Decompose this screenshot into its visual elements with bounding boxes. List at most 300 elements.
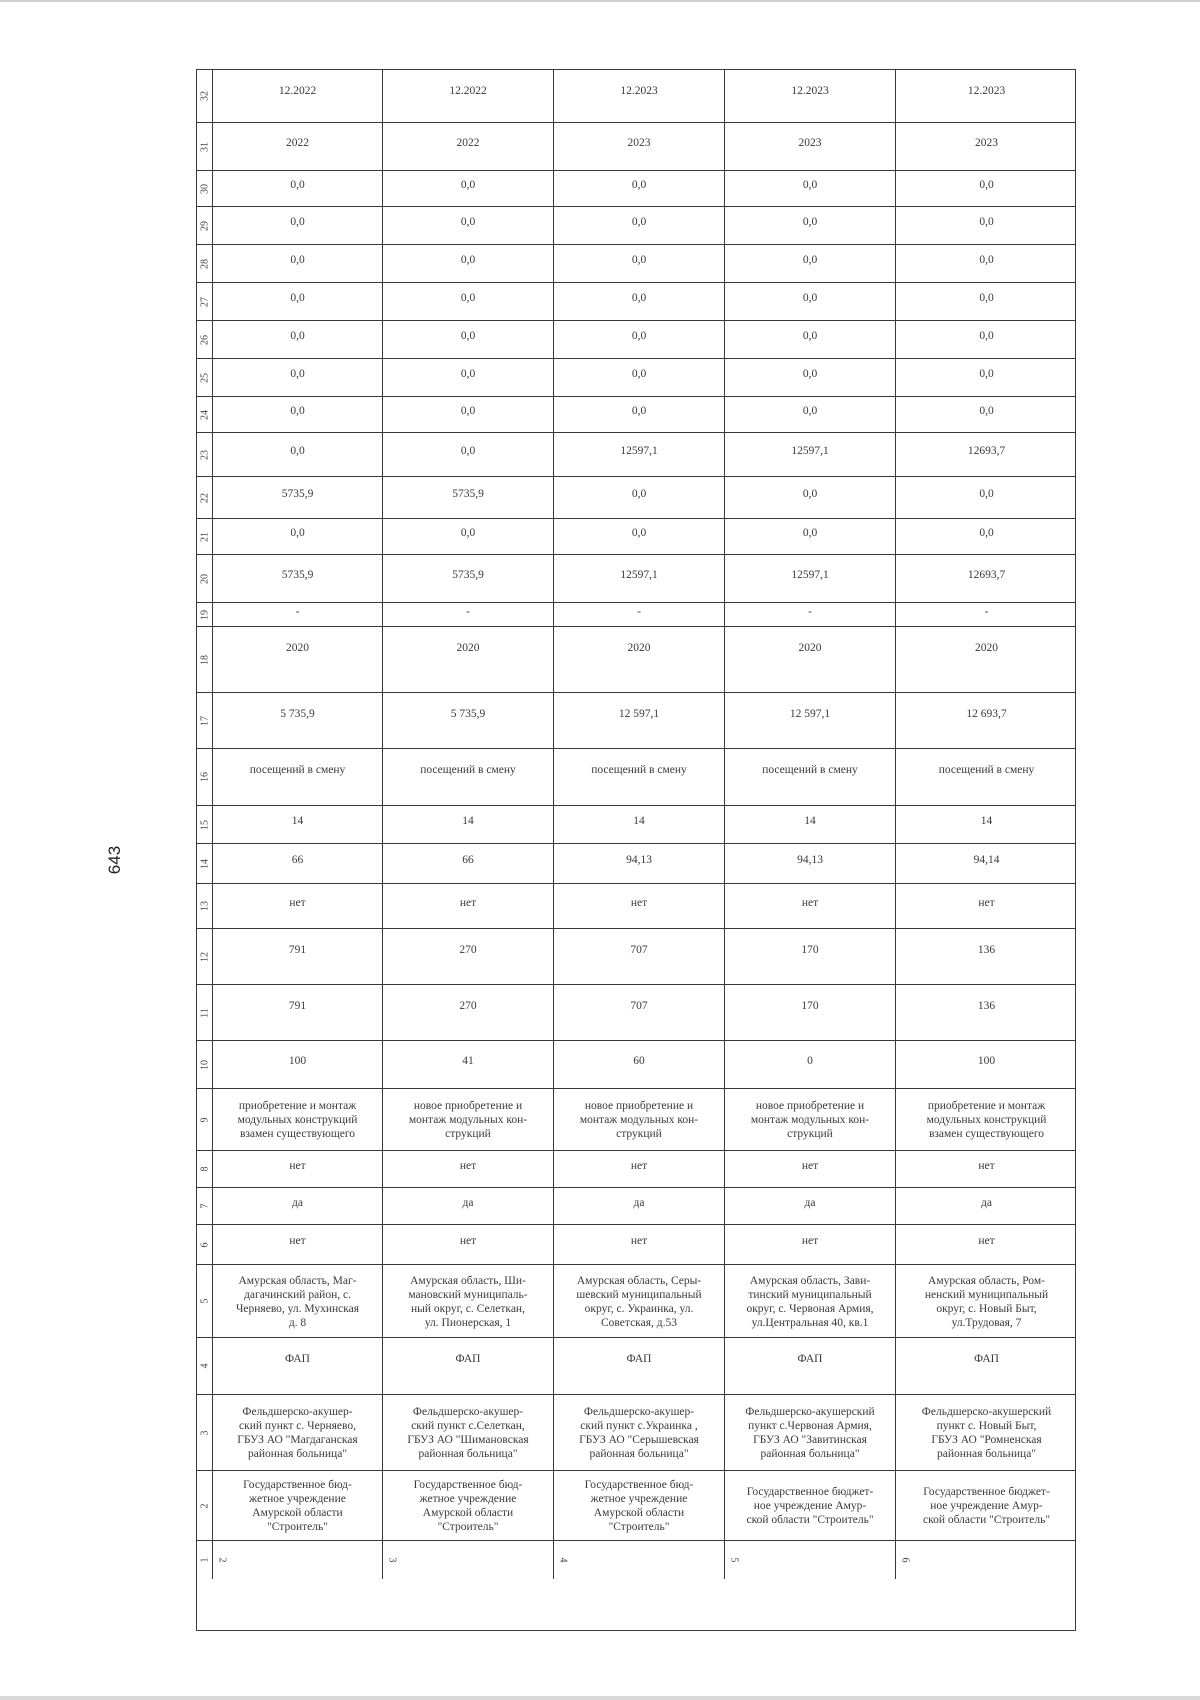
table-cell bbox=[725, 693, 896, 748]
cell-text: 0,0 bbox=[802, 488, 818, 500]
table-row bbox=[197, 321, 1075, 359]
table-cell bbox=[383, 749, 554, 805]
table-cell bbox=[725, 929, 896, 984]
table-cell bbox=[554, 245, 725, 282]
table-cell bbox=[383, 433, 554, 476]
cell-text: 170 bbox=[801, 1000, 819, 1012]
cell-text: 0,0 bbox=[290, 368, 305, 380]
cell-text: посещений в смену bbox=[420, 764, 516, 776]
cell-text: 2020 bbox=[456, 642, 480, 654]
table-row bbox=[197, 844, 1075, 884]
table-cell bbox=[554, 806, 725, 843]
row-index-label: 9 bbox=[199, 1117, 210, 1122]
cell-text: да bbox=[633, 1197, 645, 1209]
row-index bbox=[197, 433, 213, 476]
table-row bbox=[197, 1089, 1075, 1151]
cell-text: 0,0 bbox=[979, 216, 994, 228]
cell-text: 12597,1 bbox=[620, 445, 658, 457]
table-cell bbox=[213, 70, 383, 122]
table-cell bbox=[383, 397, 554, 432]
cell-text: ФАП bbox=[626, 1353, 652, 1365]
cell-text: 0,0 bbox=[631, 292, 647, 304]
table-cell bbox=[725, 477, 896, 518]
cell-text: 0,0 bbox=[290, 405, 305, 417]
table-cell bbox=[896, 985, 1077, 1040]
cell-text: 0,0 bbox=[460, 368, 476, 380]
cell-text: 136 bbox=[977, 944, 996, 956]
cell-text: нет bbox=[459, 1160, 477, 1172]
table-cell bbox=[896, 1265, 1077, 1337]
cell-text: 0,0 bbox=[460, 254, 476, 266]
table-cell bbox=[383, 627, 554, 692]
table-cell bbox=[213, 397, 383, 432]
row-index-label: 28 bbox=[199, 258, 210, 269]
cell-text: 12 693,7 bbox=[966, 708, 1007, 720]
row-index-label: 32 bbox=[199, 91, 210, 101]
row-index bbox=[197, 207, 213, 244]
cell-text: Государственное бюд- жетное учреждение Амурской области "Строитель" bbox=[243, 1479, 352, 1533]
row-index bbox=[197, 1395, 213, 1470]
cell-text: 100 bbox=[288, 1055, 307, 1067]
cell-text: 0,0 bbox=[631, 368, 647, 380]
table-cell bbox=[725, 397, 896, 432]
row-index-label: 18 bbox=[199, 654, 210, 665]
table-cell bbox=[554, 397, 725, 432]
row-index bbox=[197, 359, 213, 396]
cell-text: 12.2022 bbox=[278, 85, 317, 97]
table-row bbox=[197, 207, 1075, 245]
cell-text: 0,0 bbox=[631, 405, 647, 417]
cell-text: посещений в смену bbox=[591, 764, 687, 776]
table-cell bbox=[725, 171, 896, 206]
cell-text: Амурская область, Ши- мановский муниципаль- ный округ, с. Селеткан, ул. Пионерская, 1 bbox=[408, 1275, 528, 1329]
cell-text: 270 bbox=[459, 944, 477, 956]
cell-text: приобретение и монтаж модульных конструкций взамен существующего bbox=[926, 1100, 1047, 1140]
table-cell bbox=[383, 1395, 554, 1470]
table-cell bbox=[554, 433, 725, 476]
table-cell bbox=[554, 1541, 725, 1579]
table-cell bbox=[213, 627, 383, 692]
table-cell bbox=[896, 1541, 1077, 1579]
data-table bbox=[196, 69, 1076, 1631]
table-cell bbox=[896, 1471, 1077, 1540]
row-index bbox=[197, 806, 213, 843]
row-index-label: 15 bbox=[199, 819, 210, 830]
table-cell bbox=[383, 283, 554, 320]
table-cell bbox=[213, 359, 383, 396]
row-index bbox=[197, 70, 213, 122]
table-cell bbox=[896, 1089, 1077, 1150]
cell-text: 0,0 bbox=[802, 216, 818, 228]
table-cell bbox=[554, 693, 725, 748]
table-cell bbox=[725, 1265, 896, 1337]
table-cell bbox=[896, 806, 1077, 843]
row-index-label: 2 bbox=[199, 1503, 210, 1508]
cell-text: 0,0 bbox=[979, 488, 994, 500]
table-cell bbox=[213, 1265, 383, 1337]
cell-text: 5735,9 bbox=[281, 569, 314, 581]
table-cell bbox=[554, 1395, 725, 1470]
table-cell bbox=[383, 806, 554, 843]
row-index bbox=[197, 693, 213, 748]
cell-text: 2020 bbox=[798, 642, 822, 654]
cell-text: 2022 bbox=[456, 137, 480, 149]
cell-text: 0,0 bbox=[290, 445, 305, 457]
table-cell bbox=[383, 359, 554, 396]
table-row bbox=[197, 884, 1075, 929]
table-cell bbox=[383, 884, 554, 928]
row-index bbox=[197, 1089, 213, 1150]
table-cell bbox=[383, 1471, 554, 1540]
table-row bbox=[197, 603, 1075, 627]
row-index-label: 12 bbox=[199, 951, 210, 962]
table-cell bbox=[213, 1151, 383, 1187]
table-cell bbox=[554, 1265, 725, 1337]
table-cell bbox=[213, 1471, 383, 1540]
table-cell bbox=[896, 207, 1077, 244]
cell-text: Фельдшерско-акушерский пункт с.Червоная Армия, ГБУЗ АО "Завитинская районная больница" bbox=[745, 1406, 875, 1460]
row-index bbox=[197, 884, 213, 928]
table-cell bbox=[554, 1151, 725, 1187]
cell-text: 170 bbox=[801, 944, 819, 956]
row-index-label: 3 bbox=[199, 1430, 210, 1435]
cell-text: 0,0 bbox=[802, 368, 818, 380]
cell-text: 94,14 bbox=[973, 854, 1000, 866]
table-cell bbox=[213, 693, 383, 748]
cell-text: 0,0 bbox=[631, 330, 647, 342]
row-index-label: 26 bbox=[199, 334, 210, 345]
cell-text: нет bbox=[459, 897, 477, 909]
cell-text: 791 bbox=[288, 944, 307, 956]
table-cell bbox=[213, 477, 383, 518]
cell-text: 14 bbox=[980, 815, 993, 827]
cell-text: ФАП bbox=[974, 1353, 999, 1365]
cell-text: 0,0 bbox=[979, 330, 994, 342]
cell-text: 0,0 bbox=[290, 179, 305, 191]
table-cell bbox=[725, 1541, 896, 1579]
cell-text: 2023 bbox=[975, 137, 998, 149]
row-index-label: 17 bbox=[199, 715, 210, 726]
cell-text: 2020 bbox=[975, 642, 998, 654]
table-cell bbox=[554, 123, 725, 170]
cell-text: 2020 bbox=[627, 642, 651, 654]
row-index-label: 29 bbox=[199, 220, 210, 231]
row-index bbox=[197, 844, 213, 883]
table-cell bbox=[725, 1225, 896, 1264]
table-row bbox=[197, 1395, 1075, 1471]
cell-text: 0,0 bbox=[460, 216, 476, 228]
table-cell bbox=[725, 1188, 896, 1224]
table-cell bbox=[554, 70, 725, 122]
cell-text: 2023 bbox=[798, 137, 822, 149]
table-cell bbox=[383, 171, 554, 206]
cell-text: 0,0 bbox=[802, 179, 818, 191]
table-cell bbox=[213, 749, 383, 805]
row-index-label: 27 bbox=[199, 296, 210, 307]
cell-text: - bbox=[637, 606, 641, 618]
cell-text: приобретение и монтаж модульных конструкций взамен существующего bbox=[237, 1100, 358, 1140]
table-cell bbox=[725, 70, 896, 122]
table-cell bbox=[896, 693, 1077, 748]
row-index-label: 1 bbox=[199, 1557, 210, 1563]
table-cell bbox=[213, 884, 383, 928]
cell-text: нет bbox=[801, 1235, 819, 1247]
table-row bbox=[197, 693, 1075, 749]
row-index bbox=[197, 1188, 213, 1224]
cell-text: 0,0 bbox=[979, 368, 994, 380]
table-cell bbox=[383, 603, 554, 626]
cell-text: да bbox=[981, 1197, 992, 1209]
row-index bbox=[197, 283, 213, 320]
row-index-label: 14 bbox=[199, 858, 210, 869]
cell-text: 66 bbox=[291, 854, 304, 866]
cell-text: 6 bbox=[899, 1557, 911, 1563]
table-cell bbox=[896, 1188, 1077, 1224]
table-cell bbox=[896, 171, 1077, 206]
cell-text: нет bbox=[978, 1235, 995, 1247]
cell-text: 5 735,9 bbox=[280, 708, 315, 720]
row-index bbox=[197, 397, 213, 432]
cell-text: 0,0 bbox=[631, 527, 647, 539]
cell-text: 66 bbox=[462, 854, 474, 866]
table-cell bbox=[725, 1089, 896, 1150]
table-cell bbox=[213, 1225, 383, 1264]
cell-text: Амурская область, Ром- ненский муниципальный округ, с. Новый Быт, ул.Трудовая, 7 bbox=[924, 1275, 1049, 1329]
table-cell bbox=[725, 627, 896, 692]
table-cell bbox=[554, 1188, 725, 1224]
cell-text: 707 bbox=[630, 944, 648, 956]
table-cell bbox=[213, 844, 383, 883]
table-cell bbox=[213, 1188, 383, 1224]
table-cell bbox=[554, 1471, 725, 1540]
cell-text: 14 bbox=[633, 815, 645, 827]
table-cell bbox=[554, 844, 725, 883]
table-cell bbox=[896, 749, 1077, 805]
table-cell bbox=[554, 477, 725, 518]
table-row bbox=[197, 1541, 1075, 1579]
cell-text: нет bbox=[289, 897, 306, 909]
table-cell bbox=[383, 1151, 554, 1187]
row-index-label: 10 bbox=[199, 1059, 210, 1070]
cell-text: 0,0 bbox=[290, 254, 305, 266]
cell-text: нет bbox=[630, 1160, 648, 1172]
cell-text: 14 bbox=[462, 815, 474, 827]
table-cell bbox=[896, 245, 1077, 282]
cell-text: Государственное бюджет- ное учреждение Амур- ской области "Строитель" bbox=[922, 1486, 1051, 1526]
cell-text: посещений в смену bbox=[249, 764, 346, 776]
row-index bbox=[197, 1265, 213, 1337]
table-cell bbox=[725, 1151, 896, 1187]
table-cell bbox=[554, 555, 725, 602]
table-cell bbox=[896, 123, 1077, 170]
row-index-label: 31 bbox=[199, 141, 210, 152]
row-index bbox=[197, 1338, 213, 1394]
table-cell bbox=[554, 283, 725, 320]
cell-text: 94,13 bbox=[626, 854, 652, 866]
table-cell bbox=[383, 70, 554, 122]
cell-text: Амурская область, Зави- тинский муниципальный округ, с. Червоная Армия, ул.Центральная 40, кв.1 bbox=[746, 1275, 874, 1329]
table-cell bbox=[554, 1338, 725, 1394]
table-cell bbox=[725, 985, 896, 1040]
cell-text: 60 bbox=[633, 1055, 645, 1067]
row-index-label: 21 bbox=[199, 531, 210, 542]
table-cell bbox=[896, 555, 1077, 602]
table-cell bbox=[383, 519, 554, 554]
row-index-label: 20 bbox=[199, 573, 210, 584]
table-cell bbox=[383, 1265, 554, 1337]
table-cell bbox=[383, 321, 554, 358]
cell-text: 5735,9 bbox=[452, 569, 484, 581]
cell-text: 0,0 bbox=[290, 216, 305, 228]
table-row bbox=[197, 985, 1075, 1041]
row-index bbox=[197, 1471, 213, 1540]
row-index bbox=[197, 321, 213, 358]
table-row bbox=[197, 929, 1075, 985]
cell-text: 12 597,1 bbox=[789, 708, 831, 720]
table-cell bbox=[213, 1089, 383, 1150]
table-cell bbox=[725, 884, 896, 928]
table-cell bbox=[896, 283, 1077, 320]
row-index bbox=[197, 1225, 213, 1264]
cell-text: 41 bbox=[462, 1055, 474, 1067]
table-cell bbox=[896, 321, 1077, 358]
row-index-label: 7 bbox=[199, 1203, 210, 1209]
table-cell bbox=[213, 806, 383, 843]
table-cell bbox=[383, 477, 554, 518]
cell-text: ФАП bbox=[797, 1353, 823, 1365]
table-cell bbox=[213, 207, 383, 244]
cell-text: 12597,1 bbox=[620, 569, 658, 581]
table-row bbox=[197, 627, 1075, 693]
table-cell bbox=[554, 1225, 725, 1264]
table-cell bbox=[213, 1041, 383, 1088]
table-cell bbox=[896, 627, 1077, 692]
table-cell bbox=[554, 1041, 725, 1088]
table-row bbox=[197, 477, 1075, 519]
cell-text: 5 bbox=[728, 1557, 740, 1563]
table-cell bbox=[213, 283, 383, 320]
table-row bbox=[197, 749, 1075, 806]
table-cell bbox=[213, 321, 383, 358]
cell-text: 0,0 bbox=[802, 330, 818, 342]
cell-text: 270 bbox=[459, 1000, 477, 1012]
table-cell bbox=[896, 1338, 1077, 1394]
cell-text: Фельдшерско-акушерский пункт с. Новый Быт, ГБУЗ АО "Ромненская районная больница" bbox=[921, 1406, 1052, 1460]
table-cell bbox=[554, 627, 725, 692]
cell-text: Государственное бюд- жетное учреждение Амурской области "Строитель" bbox=[584, 1479, 694, 1533]
cell-text: новое приобретение и монтаж модульных кон- струкций bbox=[579, 1100, 699, 1140]
table-cell bbox=[725, 207, 896, 244]
table-cell bbox=[383, 844, 554, 883]
cell-text: Государственное бюд- жетное учреждение Амурской области "Строитель" bbox=[413, 1479, 523, 1533]
table-cell bbox=[383, 1225, 554, 1264]
table-cell bbox=[383, 929, 554, 984]
cell-text: 0,0 bbox=[802, 292, 818, 304]
cell-text: нет bbox=[289, 1235, 306, 1247]
cell-text: 4 bbox=[557, 1557, 569, 1563]
cell-text: 14 bbox=[804, 815, 816, 827]
cell-text: 0,0 bbox=[979, 179, 994, 191]
cell-text: нет bbox=[630, 1235, 648, 1247]
cell-text: 2 bbox=[216, 1557, 228, 1563]
table-cell bbox=[896, 359, 1077, 396]
cell-text: 0,0 bbox=[460, 527, 476, 539]
cell-text: Фельдшерско-акушер- ский пункт с. Черняево, ГБУЗ АО "Магдаганская районная больница" bbox=[237, 1406, 358, 1460]
table-cell bbox=[213, 171, 383, 206]
table-cell bbox=[725, 806, 896, 843]
table-row bbox=[197, 70, 1075, 123]
table-row bbox=[197, 1225, 1075, 1265]
cell-text: 791 bbox=[288, 1000, 307, 1012]
cell-text: 0 bbox=[807, 1055, 813, 1067]
table-cell bbox=[383, 1541, 554, 1579]
table-cell bbox=[213, 1541, 383, 1579]
cell-text: 0,0 bbox=[460, 405, 476, 417]
table-cell bbox=[725, 844, 896, 883]
cell-text: 12693,7 bbox=[967, 569, 1006, 581]
cell-text: 3 bbox=[386, 1557, 398, 1563]
row-index bbox=[197, 1541, 213, 1579]
table-cell bbox=[896, 397, 1077, 432]
row-index bbox=[197, 1151, 213, 1187]
table-cell bbox=[725, 283, 896, 320]
table-cell bbox=[554, 207, 725, 244]
table-row bbox=[197, 1471, 1075, 1541]
table-cell bbox=[213, 1338, 383, 1394]
row-index bbox=[197, 477, 213, 518]
row-index-label: 16 bbox=[199, 772, 210, 782]
row-index-label: 5 bbox=[199, 1298, 210, 1304]
table-cell bbox=[554, 929, 725, 984]
row-index bbox=[197, 555, 213, 602]
cell-text: да bbox=[462, 1197, 474, 1209]
table-row bbox=[197, 283, 1075, 321]
table-cell bbox=[896, 1225, 1077, 1264]
cell-text: 136 bbox=[977, 1000, 996, 1012]
cell-text: - bbox=[295, 606, 300, 618]
table-cell bbox=[896, 603, 1077, 626]
table-cell bbox=[383, 245, 554, 282]
table-cell bbox=[725, 1471, 896, 1540]
row-index bbox=[197, 123, 213, 170]
table-cell bbox=[896, 929, 1077, 984]
table-row bbox=[197, 1265, 1075, 1338]
page-number: 643 bbox=[105, 845, 124, 875]
cell-text: 5 735,9 bbox=[450, 708, 486, 720]
row-index-label: 4 bbox=[199, 1363, 210, 1369]
cell-text: нет bbox=[289, 1160, 306, 1172]
table-row bbox=[197, 1188, 1075, 1225]
table-cell bbox=[383, 693, 554, 748]
cell-text: 12693,7 bbox=[967, 445, 1006, 457]
row-index bbox=[197, 245, 213, 282]
row-index bbox=[197, 519, 213, 554]
table-cell bbox=[554, 884, 725, 928]
table-cell bbox=[554, 359, 725, 396]
cell-text: Фельдшерско-акушер- ский пункт с.Украинка , ГБУЗ АО "Серышевская районная больница" bbox=[579, 1406, 699, 1460]
cell-text: 0,0 bbox=[631, 216, 647, 228]
table-row bbox=[197, 1151, 1075, 1188]
table-cell bbox=[554, 1089, 725, 1150]
cell-text: 0,0 bbox=[979, 527, 994, 539]
table-row bbox=[197, 806, 1075, 844]
table-cell bbox=[725, 359, 896, 396]
cell-text: 0,0 bbox=[631, 254, 647, 266]
cell-text: 0,0 bbox=[460, 179, 476, 191]
cell-text: новое приобретение и монтаж модульных кон- струкций bbox=[750, 1100, 870, 1140]
cell-text: нет bbox=[978, 897, 995, 909]
cell-text: 0,0 bbox=[979, 254, 994, 266]
